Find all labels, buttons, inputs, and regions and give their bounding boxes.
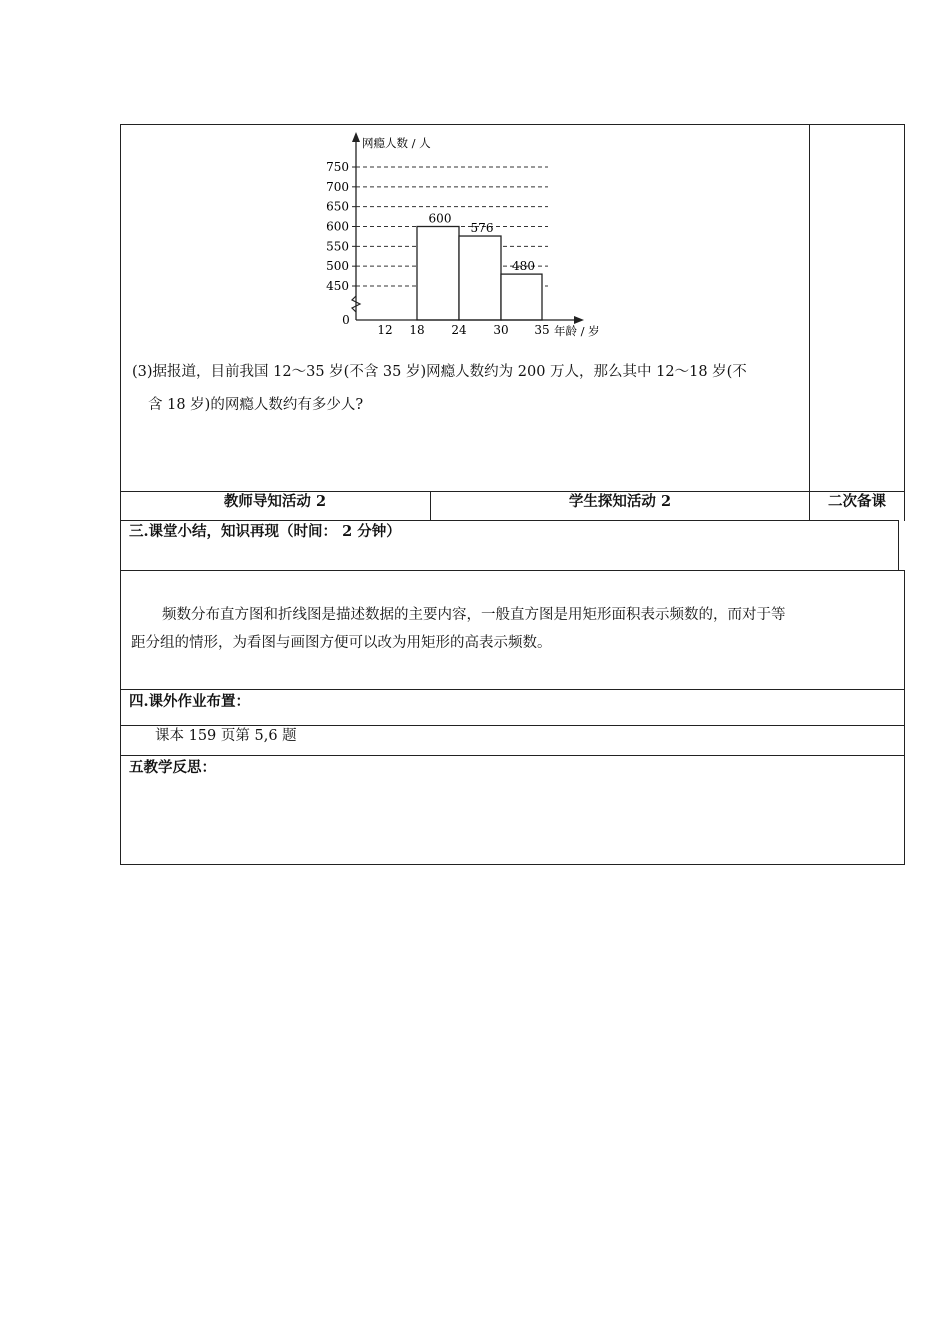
y-axis-arrow-icon: [352, 132, 360, 142]
section3-right-border: [898, 520, 899, 570]
header-second-prep: 二次备课: [828, 493, 886, 510]
bar-24-30: [459, 236, 501, 320]
row-divider-summary: [120, 570, 905, 571]
section4-title: 四.课外作业布置：: [129, 693, 251, 710]
table-border-right-lower: [904, 570, 905, 865]
histogram-chart: [300, 128, 630, 343]
y-tick-label-500: 500: [326, 259, 349, 274]
table-border-top: [120, 124, 905, 125]
bar-18-24: [417, 227, 459, 321]
x-tick-label-24: 24: [451, 323, 467, 337]
data-label-480: 480: [512, 259, 535, 274]
summary-line-1: 频数分布直方图和折线图是描述数据的主要内容，一般直方图是用矩形面积表示频数的，而对于等: [162, 607, 786, 623]
summary-line-2: 距分组的情形，为看图与画图方便可以改为用矩形的高表示频数。: [131, 635, 552, 651]
section3-title: 三.课堂小结，知识再现（时间： 2 分钟）: [129, 523, 401, 540]
y-tick-label-550: 550: [326, 239, 349, 254]
table-border-right-upper: [904, 124, 905, 521]
header-student-activity: 学生探知活动 2: [568, 493, 672, 510]
bar-30-35: [501, 274, 542, 320]
question-line-2: 含 18 岁)的网瘾人数约有多少人?: [148, 397, 364, 413]
column-divider-second: [809, 124, 810, 521]
y-tick-label-450: 450: [326, 279, 349, 293]
y-tick-label-700: 700: [326, 179, 349, 194]
x-axis-label: 年龄 / 岁: [554, 324, 600, 338]
x-tick-label-30: 30: [493, 323, 509, 337]
y-axis-label: 网瘾人数 / 人: [362, 136, 431, 150]
x-tick-label-35: 35: [534, 323, 550, 337]
x-axis-arrow-icon: [574, 316, 584, 324]
question-line-1: (3)据报道，目前我国 12～35 岁(不含 35 岁)网瘾人数约为 200 万人，那么其中 12～18 岁(不: [132, 364, 747, 380]
section5-title: 五教学反思：: [129, 759, 216, 776]
homework-content: 课本 159 页第 5,6 题: [155, 728, 297, 744]
table-border-bottom: [120, 864, 905, 865]
x-tick-label-12: 12: [377, 323, 393, 337]
data-label-600: 600: [428, 211, 452, 226]
y-tick-label-750: 750: [326, 160, 349, 174]
y-tick-label-600: 600: [326, 219, 349, 234]
x-tick-label-18: 18: [409, 323, 425, 337]
origin-label: 0: [342, 313, 350, 327]
row-divider-section3: [120, 520, 899, 521]
row-divider-section4: [120, 689, 905, 690]
row-divider-section5: [120, 755, 905, 756]
header-teacher-activity: 教师导知活动 2: [223, 493, 327, 510]
data-label-576: 576: [470, 221, 494, 236]
y-tick-label-650: 650: [326, 199, 349, 214]
